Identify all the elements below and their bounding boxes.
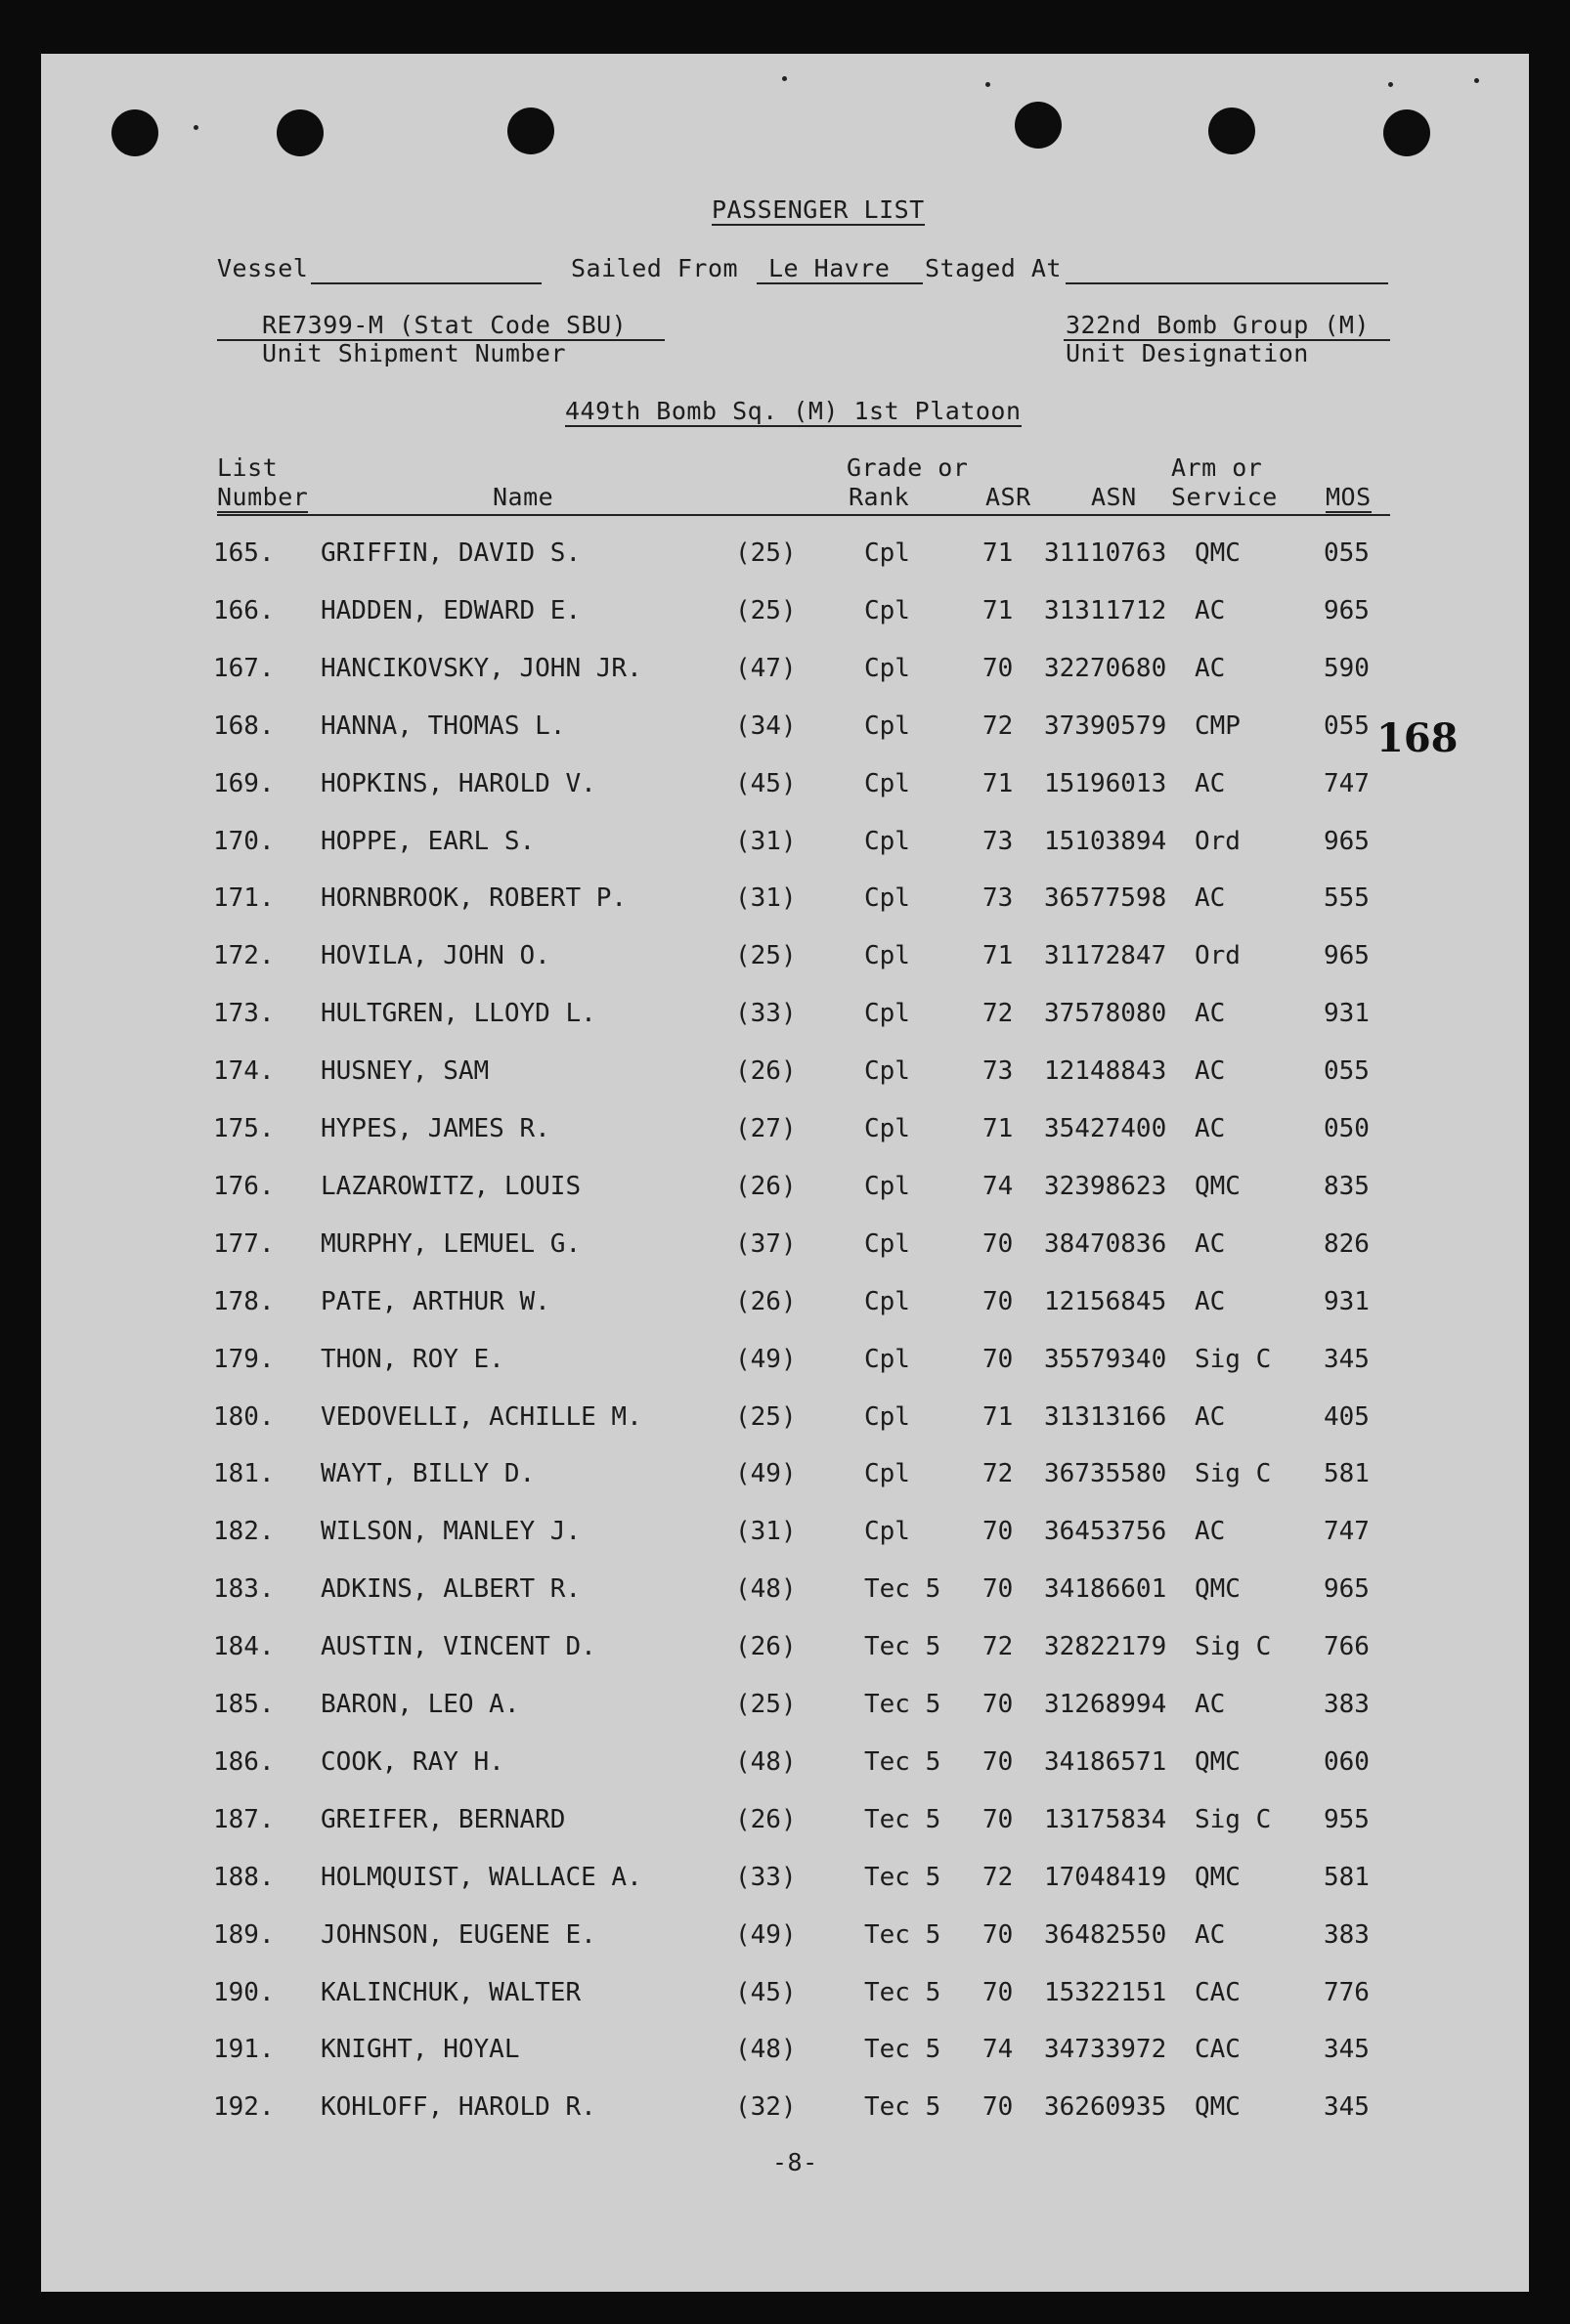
passenger-name: HOLMQUIST, WALLACE A. [321, 1863, 642, 1892]
mos-code: 345 [1324, 1345, 1370, 1374]
paper-fleck [194, 125, 198, 130]
arm-service: CAC [1195, 1978, 1241, 2007]
mos-code: 405 [1324, 1402, 1370, 1432]
shipment-number-label: Unit Shipment Number [262, 339, 567, 367]
grade-rank: Tec 5 [864, 1805, 941, 1834]
grade-rank: Cpl [864, 1402, 910, 1432]
page-number: -8- [772, 2148, 818, 2176]
mos-code: 766 [1324, 1632, 1370, 1661]
asn-serial: 31313166 [1044, 1402, 1167, 1432]
table-row [0, 883, 1570, 923]
mos-code: 955 [1324, 1805, 1370, 1834]
header-list: List [217, 453, 279, 482]
list-number: 177. [213, 1229, 275, 1259]
asn-serial: 37578080 [1044, 999, 1167, 1028]
passenger-name: VEDOVELLI, ACHILLE M. [321, 1402, 642, 1432]
arm-service: QMC [1195, 538, 1241, 568]
list-number: 168. [213, 711, 275, 741]
mos-code: 590 [1324, 654, 1370, 683]
table-row [0, 999, 1570, 1038]
list-number: 189. [213, 1920, 275, 1950]
passenger-name: KNIGHT, HOYAL [321, 2035, 520, 2064]
arm-service: AC [1195, 1920, 1226, 1950]
passenger-name: HADDEN, EDWARD E. [321, 596, 582, 625]
passenger-name: LAZAROWITZ, LOUIS [321, 1172, 582, 1201]
age-code: (47) [735, 654, 797, 683]
grade-rank: Tec 5 [864, 2035, 941, 2064]
header-mos: MOS [1326, 483, 1372, 511]
asr-score: 72 [982, 1459, 1014, 1488]
asr-score: 70 [982, 1805, 1014, 1834]
age-code: (48) [735, 2035, 797, 2064]
punch-hole [111, 109, 158, 156]
list-number: 176. [213, 1172, 275, 1201]
list-number: 169. [213, 769, 275, 798]
grade-rank: Tec 5 [864, 1863, 941, 1892]
grade-rank: Cpl [864, 1114, 910, 1143]
asr-score: 70 [982, 1690, 1014, 1719]
header-number: Number [217, 483, 309, 511]
age-code: (26) [735, 1056, 797, 1086]
mos-code: 060 [1324, 1747, 1370, 1777]
arm-service: AC [1195, 654, 1226, 683]
table-row [0, 1805, 1570, 1844]
vessel-label: Vessel [217, 254, 309, 282]
age-code: (49) [735, 1920, 797, 1950]
header-service: Service [1171, 483, 1278, 511]
list-number: 190. [213, 1978, 275, 2007]
list-number: 186. [213, 1747, 275, 1777]
table-row [0, 1574, 1570, 1614]
punch-hole [1208, 108, 1255, 154]
asr-score: 71 [982, 1114, 1014, 1143]
asr-score: 74 [982, 2035, 1014, 2064]
list-number: 187. [213, 1805, 275, 1834]
punch-hole [507, 108, 554, 154]
asn-serial: 34186601 [1044, 1574, 1167, 1604]
table-row [0, 596, 1570, 635]
grade-rank: Cpl [864, 711, 910, 741]
table-row [0, 654, 1570, 693]
mos-code: 835 [1324, 1172, 1370, 1201]
asn-serial: 12148843 [1044, 1056, 1167, 1086]
mos-code: 747 [1324, 1517, 1370, 1546]
table-row [0, 1172, 1570, 1211]
age-code: (33) [735, 1863, 797, 1892]
asr-score: 71 [982, 769, 1014, 798]
asn-serial: 36482550 [1044, 1920, 1167, 1950]
sailed-from-label: Sailed From [571, 254, 739, 282]
passenger-name: GREIFER, BERNARD [321, 1805, 566, 1834]
table-row [0, 1632, 1570, 1671]
asr-score: 70 [982, 654, 1014, 683]
list-number: 192. [213, 2092, 275, 2122]
arm-service: CAC [1195, 2035, 1241, 2064]
arm-service: QMC [1195, 1747, 1241, 1777]
mos-code: 383 [1324, 1690, 1370, 1719]
paper-fleck [985, 82, 990, 87]
mos-code: 055 [1324, 711, 1370, 741]
arm-service: AC [1195, 1517, 1226, 1546]
asn-serial: 34733972 [1044, 2035, 1167, 2064]
table-row [0, 1345, 1570, 1384]
grade-rank: Cpl [864, 1459, 910, 1488]
grade-rank: Tec 5 [864, 1574, 941, 1604]
grade-rank: Tec 5 [864, 1632, 941, 1661]
asn-serial: 35427400 [1044, 1114, 1167, 1143]
header-arm: Arm or [1171, 453, 1263, 482]
asr-score: 70 [982, 1229, 1014, 1259]
mos-code: 965 [1324, 1574, 1370, 1604]
asr-score: 70 [982, 2092, 1014, 2122]
arm-service: Ord [1195, 827, 1241, 856]
mos-code: 965 [1324, 941, 1370, 970]
passenger-name: HYPES, JAMES R. [321, 1114, 550, 1143]
table-row [0, 941, 1570, 980]
grade-rank: Cpl [864, 538, 910, 568]
mos-code: 776 [1324, 1978, 1370, 2007]
grade-rank: Cpl [864, 883, 910, 913]
asr-score: 71 [982, 941, 1014, 970]
subunit-heading: 449th Bomb Sq. (M) 1st Platoon [565, 397, 1022, 425]
grade-rank: Tec 5 [864, 2092, 941, 2122]
asr-score: 71 [982, 596, 1014, 625]
sailed-from-field [757, 282, 923, 284]
arm-service: AC [1195, 883, 1226, 913]
arm-service: QMC [1195, 1172, 1241, 1201]
asn-serial: 36453756 [1044, 1517, 1167, 1546]
passenger-name: MURPHY, LEMUEL G. [321, 1229, 582, 1259]
grade-rank: Cpl [864, 596, 910, 625]
asn-serial: 38470836 [1044, 1229, 1167, 1259]
asn-serial: 37390579 [1044, 711, 1167, 741]
shipment-number: RE7399-M (Stat Code SBU) [262, 311, 628, 339]
passenger-name: HANCIKOVSKY, JOHN JR. [321, 654, 642, 683]
mos-code: 581 [1324, 1863, 1370, 1892]
list-number: 165. [213, 538, 275, 568]
asn-serial: 32398623 [1044, 1172, 1167, 1201]
table-row [0, 827, 1570, 866]
arm-service: Ord [1195, 941, 1241, 970]
passenger-name: HANNA, THOMAS L. [321, 711, 566, 741]
grade-rank: Tec 5 [864, 1978, 941, 2007]
header-grade: Grade or [847, 453, 969, 482]
mos-code: 747 [1324, 769, 1370, 798]
asr-score: 70 [982, 1517, 1014, 1546]
asr-score: 72 [982, 1632, 1014, 1661]
arm-service: AC [1195, 1229, 1226, 1259]
asn-serial: 36735580 [1044, 1459, 1167, 1488]
grade-rank: Cpl [864, 1345, 910, 1374]
asn-serial: 17048419 [1044, 1863, 1167, 1892]
list-number: 183. [213, 1574, 275, 1604]
staged-at-field [1066, 282, 1388, 284]
age-code: (27) [735, 1114, 797, 1143]
age-code: (25) [735, 1690, 797, 1719]
table-row [0, 2035, 1570, 2074]
arm-service: AC [1195, 1056, 1226, 1086]
arm-service: Sig C [1195, 1805, 1272, 1834]
asn-serial: 32270680 [1044, 654, 1167, 683]
age-code: (33) [735, 999, 797, 1028]
table-row [0, 1690, 1570, 1729]
grade-rank: Cpl [864, 827, 910, 856]
grade-rank: Cpl [864, 941, 910, 970]
punch-hole [1015, 102, 1062, 149]
header-name: Name [493, 483, 554, 511]
page-title: PASSENGER LIST [712, 195, 925, 224]
grade-rank: Cpl [864, 999, 910, 1028]
table-row [0, 1978, 1570, 2017]
table-row [0, 1863, 1570, 1902]
age-code: (45) [735, 1978, 797, 2007]
sailed-from-value: Le Havre [768, 254, 891, 282]
age-code: (37) [735, 1229, 797, 1259]
arm-service: AC [1195, 1690, 1226, 1719]
passenger-name: COOK, RAY H. [321, 1747, 504, 1777]
list-number: 166. [213, 596, 275, 625]
punch-hole [1383, 109, 1430, 156]
asn-serial: 15103894 [1044, 827, 1167, 856]
asn-serial: 31110763 [1044, 538, 1167, 568]
passenger-name: WILSON, MANLEY J. [321, 1517, 582, 1546]
passenger-name: HOPKINS, HAROLD V. [321, 769, 596, 798]
passenger-name: WAYT, BILLY D. [321, 1459, 536, 1488]
asn-serial: 15196013 [1044, 769, 1167, 798]
age-code: (32) [735, 2092, 797, 2122]
asn-serial: 36577598 [1044, 883, 1167, 913]
list-number: 181. [213, 1459, 275, 1488]
arm-service: QMC [1195, 1863, 1241, 1892]
age-code: (34) [735, 711, 797, 741]
asr-score: 70 [982, 1920, 1014, 1950]
grade-rank: Tec 5 [864, 1920, 941, 1950]
age-code: (48) [735, 1747, 797, 1777]
asn-serial: 31311712 [1044, 596, 1167, 625]
table-row [0, 1114, 1570, 1153]
age-code: (49) [735, 1345, 797, 1374]
asr-score: 73 [982, 827, 1014, 856]
list-number: 184. [213, 1632, 275, 1661]
mos-code: 055 [1324, 1056, 1370, 1086]
asn-serial: 36260935 [1044, 2092, 1167, 2122]
passenger-name: GRIFFIN, DAVID S. [321, 538, 582, 568]
asr-score: 73 [982, 883, 1014, 913]
asn-serial: 12156845 [1044, 1287, 1167, 1316]
table-row [0, 2092, 1570, 2131]
asn-serial: 35579340 [1044, 1345, 1167, 1374]
list-number: 170. [213, 827, 275, 856]
unit-designation: 322nd Bomb Group (M) [1066, 311, 1371, 339]
age-code: (25) [735, 596, 797, 625]
table-row [0, 769, 1570, 808]
age-code: (25) [735, 941, 797, 970]
mos-code: 383 [1324, 1920, 1370, 1950]
header-asr: ASR [985, 483, 1031, 511]
table-row [0, 1459, 1570, 1498]
list-number: 188. [213, 1863, 275, 1892]
passenger-name: HUSNEY, SAM [321, 1056, 490, 1086]
table-row [0, 711, 1570, 751]
age-code: (26) [735, 1632, 797, 1661]
paper-fleck [782, 76, 787, 81]
passenger-name: KOHLOFF, HAROLD R. [321, 2092, 596, 2122]
asr-score: 70 [982, 1747, 1014, 1777]
passenger-name: HORNBROOK, ROBERT P. [321, 883, 628, 913]
passenger-name: PATE, ARTHUR W. [321, 1287, 550, 1316]
arm-service: AC [1195, 1287, 1226, 1316]
asr-score: 70 [982, 1345, 1014, 1374]
list-number: 178. [213, 1287, 275, 1316]
age-code: (26) [735, 1805, 797, 1834]
age-code: (49) [735, 1459, 797, 1488]
table-row [0, 1747, 1570, 1786]
list-number: 167. [213, 654, 275, 683]
arm-service: AC [1195, 769, 1226, 798]
grade-rank: Tec 5 [864, 1690, 941, 1719]
asr-score: 70 [982, 1287, 1014, 1316]
table-row [0, 1402, 1570, 1442]
paper-fleck [1474, 78, 1479, 83]
asn-serial: 13175834 [1044, 1805, 1167, 1834]
age-code: (31) [735, 827, 797, 856]
punch-hole [277, 109, 324, 156]
asr-score: 70 [982, 1978, 1014, 2007]
grade-rank: Cpl [864, 1229, 910, 1259]
mos-code: 581 [1324, 1459, 1370, 1488]
paper-fleck [1388, 82, 1393, 87]
grade-rank: Cpl [864, 769, 910, 798]
list-number: 182. [213, 1517, 275, 1546]
passenger-name: HOPPE, EARL S. [321, 827, 536, 856]
staged-at-label: Staged At [925, 254, 1062, 282]
age-code: (31) [735, 1517, 797, 1546]
list-number: 174. [213, 1056, 275, 1086]
table-row [0, 1287, 1570, 1326]
asr-score: 72 [982, 711, 1014, 741]
asr-score: 72 [982, 999, 1014, 1028]
list-number: 179. [213, 1345, 275, 1374]
arm-service: Sig C [1195, 1345, 1272, 1374]
header-rank: Rank [849, 483, 910, 511]
passenger-name: ADKINS, ALBERT R. [321, 1574, 582, 1604]
asr-score: 74 [982, 1172, 1014, 1201]
list-number: 191. [213, 2035, 275, 2064]
mos-code: 345 [1324, 2035, 1370, 2064]
passenger-name: THON, ROY E. [321, 1345, 504, 1374]
passenger-name: BARON, LEO A. [321, 1690, 520, 1719]
asn-serial: 15322151 [1044, 1978, 1167, 2007]
list-number: 180. [213, 1402, 275, 1432]
arm-service: AC [1195, 1114, 1226, 1143]
header-asn: ASN [1091, 483, 1137, 511]
age-code: (26) [735, 1287, 797, 1316]
header-rule [217, 514, 1390, 516]
asn-serial: 31172847 [1044, 941, 1167, 970]
passenger-name: HULTGREN, LLOYD L. [321, 999, 596, 1028]
arm-service: AC [1195, 1402, 1226, 1432]
arm-service: QMC [1195, 1574, 1241, 1604]
mos-code: 826 [1324, 1229, 1370, 1259]
grade-rank: Cpl [864, 1287, 910, 1316]
grade-rank: Tec 5 [864, 1747, 941, 1777]
mos-code: 050 [1324, 1114, 1370, 1143]
asr-score: 72 [982, 1863, 1014, 1892]
grade-rank: Cpl [864, 1517, 910, 1546]
passenger-name: HOVILA, JOHN O. [321, 941, 550, 970]
arm-service: Sig C [1195, 1459, 1272, 1488]
vessel-field [311, 282, 542, 284]
asr-score: 71 [982, 1402, 1014, 1432]
passenger-name: JOHNSON, EUGENE E. [321, 1920, 596, 1950]
grade-rank: Cpl [864, 654, 910, 683]
list-number: 172. [213, 941, 275, 970]
mos-code: 055 [1324, 538, 1370, 568]
asn-serial: 31268994 [1044, 1690, 1167, 1719]
mos-code: 345 [1324, 2092, 1370, 2122]
grade-rank: Cpl [864, 1056, 910, 1086]
mos-code: 931 [1324, 1287, 1370, 1316]
mos-code: 965 [1324, 827, 1370, 856]
asr-score: 71 [982, 538, 1014, 568]
age-code: (25) [735, 538, 797, 568]
age-code: (26) [735, 1172, 797, 1201]
mos-code: 555 [1324, 883, 1370, 913]
arm-service: QMC [1195, 2092, 1241, 2122]
mos-code: 931 [1324, 999, 1370, 1028]
table-row [0, 1517, 1570, 1556]
age-code: (45) [735, 769, 797, 798]
list-number: 173. [213, 999, 275, 1028]
age-code: (31) [735, 883, 797, 913]
list-number: 175. [213, 1114, 275, 1143]
arm-service: AC [1195, 999, 1226, 1028]
asn-serial: 34186571 [1044, 1747, 1167, 1777]
mos-code: 965 [1324, 596, 1370, 625]
asr-score: 70 [982, 1574, 1014, 1604]
arm-service: CMP [1195, 711, 1241, 741]
passenger-name: AUSTIN, VINCENT D. [321, 1632, 596, 1661]
table-row [0, 1229, 1570, 1269]
table-row [0, 1056, 1570, 1096]
unit-designation-label: Unit Designation [1066, 339, 1309, 367]
arm-service: Sig C [1195, 1632, 1272, 1661]
age-code: (48) [735, 1574, 797, 1604]
age-code: (25) [735, 1402, 797, 1432]
passenger-name: KALINCHUK, WALTER [321, 1978, 582, 2007]
grade-rank: Cpl [864, 1172, 910, 1201]
table-row [0, 1920, 1570, 1959]
list-number: 185. [213, 1690, 275, 1719]
arm-service: AC [1195, 596, 1226, 625]
handwritten-page-note: 168 [1376, 715, 1459, 761]
asr-score: 73 [982, 1056, 1014, 1086]
asn-serial: 32822179 [1044, 1632, 1167, 1661]
table-row [0, 538, 1570, 578]
list-number: 171. [213, 883, 275, 913]
